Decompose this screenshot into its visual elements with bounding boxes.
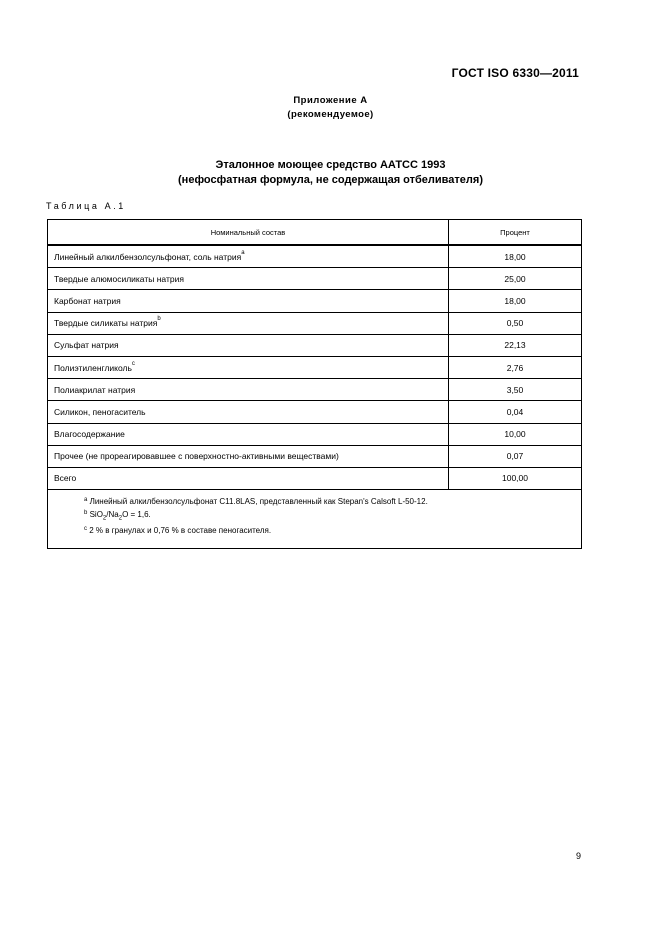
row-value: 0,04	[449, 401, 582, 423]
row-value: 3,50	[449, 379, 582, 401]
table-row	[48, 334, 582, 356]
page-number: 9	[575, 851, 581, 861]
row-name: Прочее (не прореагировавшее с поверхностно-активными веществами)	[48, 445, 449, 467]
table-caption: Таблица А.1	[46, 201, 126, 211]
annex-subtitle: (рекомендуемое)	[287, 109, 374, 120]
table-row	[48, 245, 582, 268]
row-name: Карбонат натрия	[48, 290, 449, 312]
table-row	[48, 401, 582, 423]
row-name: Всего	[48, 467, 449, 489]
row-name: Силикон, пеногаситель	[48, 401, 449, 423]
table-row-total	[48, 467, 582, 489]
section-heading: Эталонное моющее средство ААТСС 1993	[215, 159, 446, 171]
row-name: Сульфат натрия	[48, 334, 449, 356]
row-name: Твердые силикаты натрия$^b$	[48, 312, 449, 334]
row-name: Полиакрилат натрия	[48, 379, 449, 401]
annex-title: Приложение А	[293, 95, 368, 106]
row-value: 0,50	[449, 312, 582, 334]
row-value: 18,00	[449, 290, 582, 312]
row-value: 0,07	[449, 445, 582, 467]
table-row	[48, 312, 582, 334]
table-row	[48, 356, 582, 378]
row-value: 10,00	[449, 423, 582, 445]
row-name: Твердые алюмосиликаты натрия	[48, 268, 449, 290]
table-row	[48, 379, 582, 401]
table-row	[48, 268, 582, 290]
table-row	[48, 423, 582, 445]
table-header-row	[48, 220, 582, 246]
row-value: 2,76	[449, 356, 582, 378]
row-value: 22,13	[449, 334, 582, 356]
row-value: 25,00	[449, 268, 582, 290]
row-value: 100,00	[449, 467, 582, 489]
section-subheading: (нефосфатная формула, не содержащая отбеливателя)	[178, 174, 483, 186]
composition-table	[47, 219, 582, 549]
document-code: ГОСТ ISO 6330—2011	[451, 66, 579, 80]
column-header-composition: Номинальный состав	[48, 220, 449, 246]
row-name: Линейный алкилбензолсульфонат, соль натрия$^a$	[48, 245, 449, 268]
footnote-b: $^b$ $SiO_2/Na_2O = 1,6$.	[84, 509, 151, 522]
row-name: Влагосодержание	[48, 423, 449, 445]
row-value: 18,00	[449, 245, 582, 268]
footnote-a: $^a$ Линейный алкилбензолсульфонат С11.8LAS, представленный как Stepan's Calsoft L-50-12.	[84, 497, 428, 507]
footnote-c: $^c$ 2 % в гранулах и 0,76 % в составе пеногасителя.	[84, 525, 272, 535]
table-row	[48, 290, 582, 312]
row-name: Полиэтиленгликоль$^c$	[48, 356, 449, 378]
column-header-percent: Процент	[449, 220, 582, 246]
table-row	[48, 445, 582, 467]
table-notes-row	[48, 490, 582, 549]
table-footnotes	[48, 490, 582, 549]
